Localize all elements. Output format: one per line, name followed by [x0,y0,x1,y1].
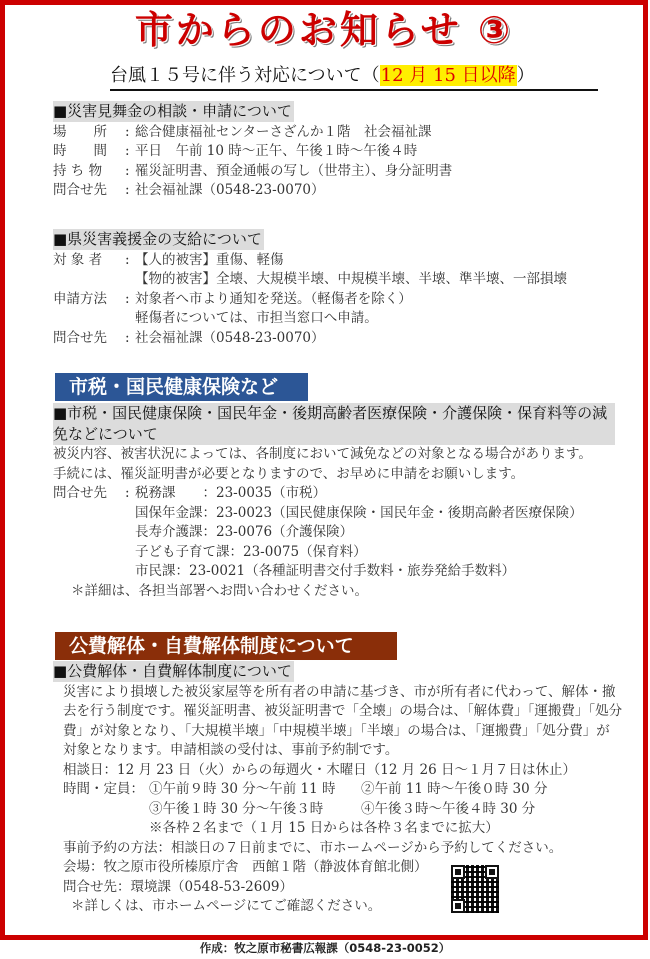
qr-finder-icon [485,865,499,879]
qr-finder-icon [451,899,465,913]
info-row: 問合せ先 : 社会福祉課（0548-23-0070） [53,181,452,201]
info-row: 子ども子育て課：23-0075（保育料） [135,543,367,560]
info-row: 時 間 : 平日 午前 10 時～正午、午後１時～午後４時 [53,142,452,162]
consult-day: 相談日：12 月 23 日（火）からの毎週火・木曜日（12 月 26 日～１月７日は休止） [63,761,576,778]
row-value: 罹災証明書、預金通帳の写し（世帯主）、身分証明書 [135,162,453,179]
section-disaster-relief [53,101,452,201]
row-value: 総合健康福祉センターさざんか１階 社会福祉課 [135,123,432,140]
row-label: 問合せ先 [53,182,107,198]
row-label: 対 象 者 [53,251,103,268]
body-line: 被災内容、被害状況によっては、各制度において減免などの対象となる場合があります。 [53,446,592,462]
info-row: 国保年金課：23-0023（国民健康保険・国民年金・後期高齢者医療保険） [135,504,583,521]
time-slots-row [53,780,623,800]
qr-code-icon[interactable] [451,865,499,913]
row-value: 対象者へ市より通知を発送。（軽傷者を除く） [135,290,412,307]
subtitle-text: 台風１５号に伴う対応について（ [110,65,380,86]
row-value: 社会福祉課（0548-23-0070） [135,329,325,346]
section-donation [53,229,567,348]
body-paragraph: 災害により損壊した被災家屋等を所有者の申請に基づき、市が所有者に代わって、解体・撤去を行う制度です。罹災証明書、被災証明書で「全壊」の場合は、「解体費」「運搬費」「処分費」が対象となり、「大規模半壊」「中規模半壊」「半壊」の場合は、「運搬費」「処分費」が対象となります。申請相談の受付は、事前予約制です。 [63,683,623,758]
venue: 会場：牧之原市役所榛原庁舎 西館１階（静波体育館北側） [63,859,428,875]
section-heading: ■公費解体・自費解体制度について [53,662,292,680]
row-label: 問合せ先 [53,485,107,501]
contact: 問合せ先：環境課（0548-53-2609） [63,878,294,895]
info-row: 長寿介護課：23-0076（介護保険） [135,524,354,540]
note: ＊詳細は、各担当部署へお問い合わせください。 [71,582,368,599]
slot: ①午前９時 30 分～午前 11 時 [149,781,336,797]
row-value: 平日 午前 10 時～正午、午後１時～午後４時 [135,143,418,159]
info-row [53,309,567,329]
row-label: 時間・定員： [63,781,144,797]
info-row [53,270,567,290]
info-row: 持 ち 物 : 罹災証明書、預金通帳の写し（世帯主）、身分証明書 [53,162,452,182]
section-tax-reduction [53,403,615,601]
row-label: 時 間 [53,143,107,159]
row-label: 場 所 [53,123,107,140]
banner-tax-insurance: 市税・国民健康保険など [55,373,308,401]
info-row: 問合せ先 : 社会福祉課（0548-23-0070） [53,329,567,349]
info-row: 対 象 者 : 【人的被害】重傷、軽傷 [53,251,567,271]
section-heading: ■災害見舞金の相談・申請について [53,102,292,120]
capacity-note: ※各枠２名まで（１月 15 日からは各枠３名までに拡大） [149,820,499,836]
note: ＊詳しくは、市ホームページにてご確認ください。 [71,898,382,914]
slot: ③午後１時 30 分～午後３時 [149,800,324,817]
footer-credit: 作成：牧之原市秘書広報課（0548-23-0052） [199,941,451,955]
section-heading: ■県災害義援金の支給について [53,230,262,248]
row-value: 【人的被害】重傷、軽傷 [135,251,284,268]
qr-finder-icon [451,865,465,879]
row-value: 軽傷者については、市担当窓口へ申請。 [135,310,378,326]
page-title: 市からのお知らせ ③ [134,8,514,52]
row-value: 税務課 ：23-0035（市税） [135,485,327,501]
row-label: 持 ち 物 [53,162,103,179]
section-demolition [53,661,623,917]
slot: ②午前 11 時～午後０時 30 分 [361,781,548,797]
row-value: 【物的被害】全壊、大規模半壊、中規模半壊、半壊、準半壊、一部損壊 [135,271,567,287]
date-highlight: 12 月 15 日以降 [380,65,516,86]
reservation-method: 事前予約の方法：相談日の７日前までに、市ホームページから予約してください。 [63,839,563,856]
row-value: 社会福祉課（0548-23-0070） [135,182,325,198]
info-row: 申請方法 : 対象者へ市より通知を発送。（軽傷者を除く） [53,290,567,310]
info-row: 問合せ先 : 税務課 ：23-0035（市税） [53,484,615,504]
body-line: 手続には、罹災証明書が必要となりますので、お早めに申請をお願いします。 [53,465,525,482]
time-slots-row [53,800,623,820]
row-label: 申請方法 [53,290,107,307]
slot: ④午後３時～午後４時 30 分 [361,800,536,817]
row-label: 問合せ先 [53,329,107,346]
subtitle-close: ） [516,65,535,86]
info-row: 場 所 : 総合健康福祉センターさざんか１階 社会福祉課 [53,123,452,143]
section-heading: ■市税・国民健康保険・国民年金・後期高齢者医療保険・介護保険・保育料等の減免などについて [53,403,615,445]
banner-demolition: 公費解体・自費解体制度について [55,632,397,660]
info-row: 市民課：23-0021（各種証明書交付手数料・旅券発給手数料） [135,563,516,579]
subtitle [110,63,598,91]
